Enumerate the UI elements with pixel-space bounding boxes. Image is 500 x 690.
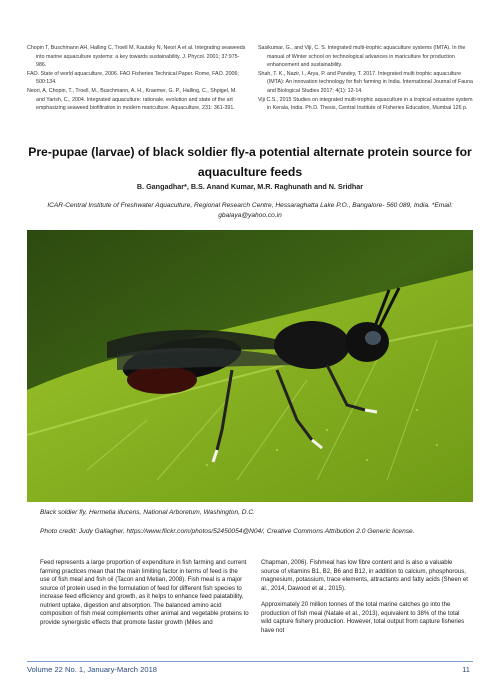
- figure-caption: Black soldier fly, Hermetia illucens, National Arboretum, Washington, D.C.: [40, 509, 255, 516]
- body-right-column: [261, 559, 470, 643]
- footer-issue: Volume 22 No. 1, January-March 2018: [27, 665, 158, 674]
- references-left-column: [27, 44, 246, 113]
- article-body: [40, 559, 470, 643]
- body-left-column: [40, 559, 249, 643]
- footer-divider: [27, 661, 473, 662]
- fly-photo: [27, 230, 473, 502]
- article-affiliation: ICAR-Central Institute of Freshwater Aquaculture, Regional Research Centre, Hessaraghatta Lake P.O., Bangalore- 560 089, India. *Email: gbalaya@yahoo.co.in: [47, 202, 453, 219]
- references-section: [27, 44, 477, 113]
- figure-credit: Photo credit: Judy Gallagher, https://www.flickr.com/photos/52450054@N04/, Creative Commons Attribution 2.0 Generic license.: [40, 528, 415, 535]
- article-authors: B. Gangadhar*, B.S. Anand Kumar, M.R. Raghunath and N. Sridhar: [136, 182, 364, 191]
- reference-entry: FAO. State of world aquaculture, 2006. FAO Fisheries Technical Paper. Rome, FAO. 2006; 500:134.: [27, 70, 239, 86]
- body-paragraph: Feed represents a large proportion of expenditure in fish farming and current farming practices mean that the main limiting factor in terms of feed is the use of fish meal and fish oil (Tacon and Metian, 2008). Fish meal is a major source of protein used in the formulation of feed for different fish species to increase feed efficiency and growth, as it helps to enhance feed palatability, nutrient uptake, digestion and absorption. The balanced amino acid composition of fish meal complements other animal and vegetable proteins to provide synergistic effects that promote faster growth (Miles and: [40, 559, 249, 626]
- references-right-column: [258, 44, 477, 113]
- reference-entry: Sasikumar, G., and Viji, C. S. Integrated multi-trophic aquaculture systems (IMTA). In the manual of Winter school on technological advances in mariculture for production enhancement and sustainability.: [258, 45, 466, 69]
- body-paragraph: Approximately 20 million tonnes of the total marine catches go into the production of fish meal (Natale et al., 2013), equivalent to 38% of the total wild capture fishery production. However, total output from capture fisheries have not: [261, 601, 465, 634]
- reference-entry: Shah, T. K., Nazir, I., Arya, P. and Pandey, T. 2017. Integrated multi trophic aquaculture (IMTA): An innovation technology for fish farming in India. International Journal of Fauna and Biological Studies 2017; 4(1): 12-14.: [258, 70, 474, 94]
- article-title: Pre-pupae (larvae) of black soldier fly-a potential alternate protein source for aquaculture feeds: [28, 145, 472, 179]
- reference-entry: Chopin T, Buschmann AH, Halling C, Troell M, Kautsky N, Neori A et al. Integrating seaweeds into marine aquaculture systems: a key towards sustainability. J. Phycol. 2001; 37:975-986.: [27, 45, 246, 69]
- page-number: 11: [462, 665, 470, 674]
- reference-entry: Neori, A, Chopin, T., Troell, M., Buschmann, A. H., Kraemer, G. P., Halling, C., Shpigel, M. and Yarish, C., 2004. Integrated aquaculture: rationale, evolution and state of the art emphasizing seaweed biofiltration in modern mariculture. Aquaculture, 231: 361-391.: [27, 87, 237, 112]
- body-paragraph: Chapman, 2006). Fishmeal has low fibre content and is also a valuable source of vitamins B1, B2, B6 and B12, in addition to calcium, phosphorous, magnesium, potassium, trace elements, attractants and fatty acids (Sheen et al., 2014, Dawood et al., 2015).: [261, 559, 468, 592]
- reference-entry: Viji C.S., 2015 Studies on integrated multi-trophic aquaculture in a tropical estuarine system in Kerala, India. Ph.D. Thesis, Central Institute of Fisheries Education, Mumbai 126 p.: [258, 96, 473, 112]
